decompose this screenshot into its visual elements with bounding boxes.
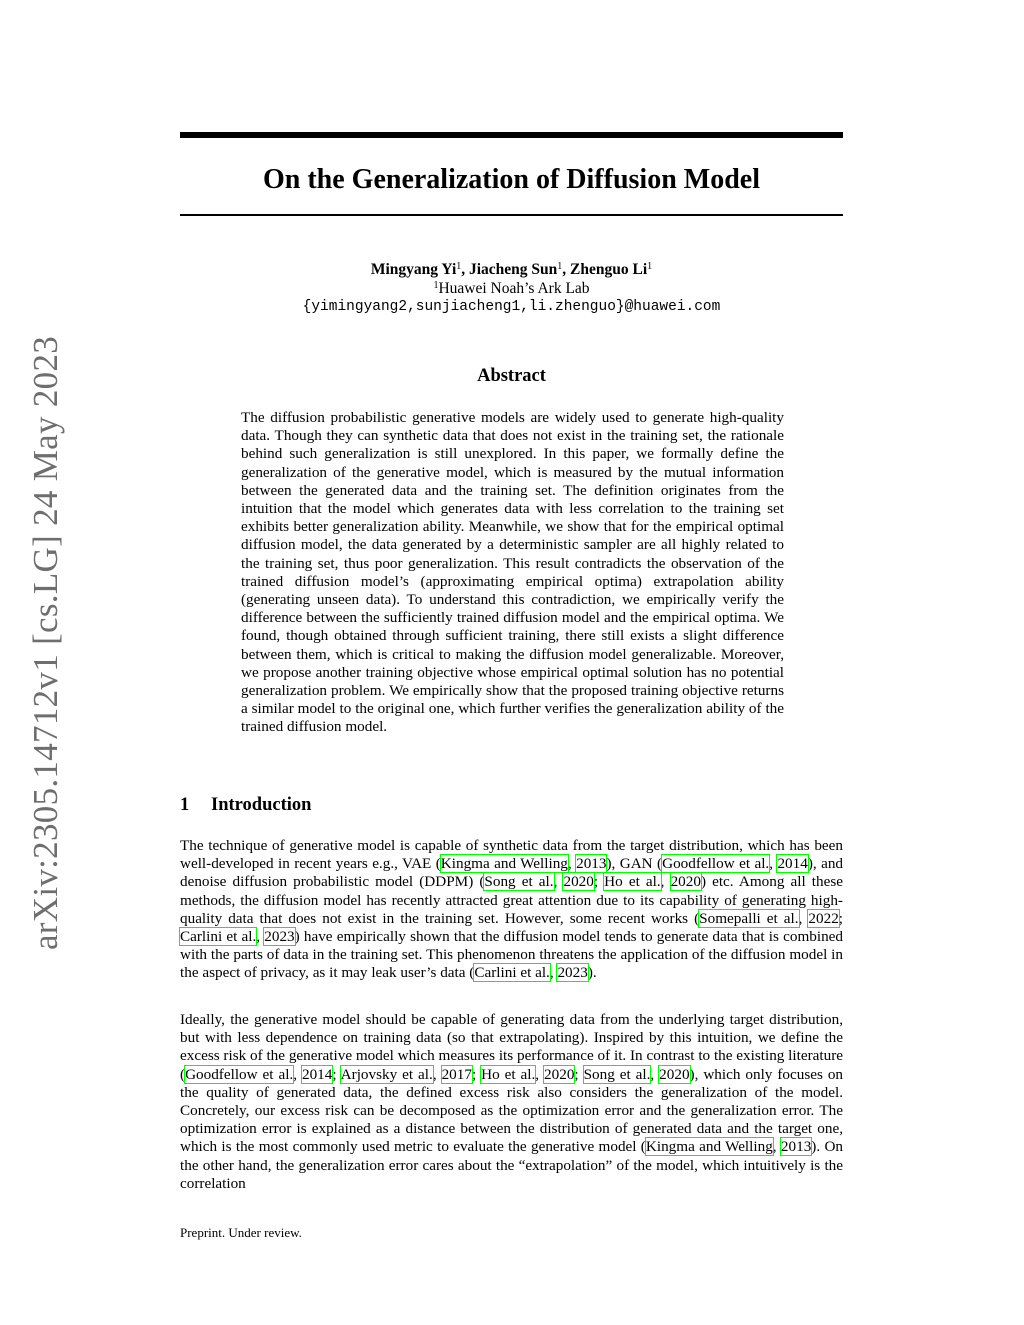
citation-link[interactable]: Somepalli et al.	[699, 909, 799, 927]
citation-link[interactable]: Carlini et al.	[474, 964, 550, 982]
citation-link[interactable]: Goodfellow et al.	[185, 1065, 294, 1083]
author-name: Zhenguo Li	[570, 261, 648, 278]
section-heading	[180, 795, 311, 816]
citation-link[interactable]: Arjovsky et al.	[340, 1065, 433, 1083]
author-names: Mingyang Yi$^1$, Jiacheng Sun$^1$, Zhenguo Li$^1$	[370, 261, 653, 278]
affiliation-mark: 1	[647, 261, 653, 272]
citation-link[interactable]: Kingma and Welling	[645, 1138, 773, 1156]
affiliation-name: Huawei Noah’s Ark Lab	[438, 279, 590, 297]
citation-link[interactable]: 2014	[777, 855, 808, 873]
citation-link[interactable]: Song et al.	[484, 873, 554, 891]
affiliation-mark: 1	[557, 261, 563, 272]
citation-link[interactable]: 2020	[563, 873, 594, 891]
citation-link[interactable]: 2023	[557, 964, 588, 982]
citation-link[interactable]: 2013	[780, 1138, 812, 1156]
citation-link[interactable]: Ho et al.	[604, 873, 661, 891]
abstract-heading: Abstract	[477, 366, 546, 386]
abstract-text: The diffusion probabilistic generative models are widely used to generate high-quality data. Though they can synthetic data that does not exist in the training set, the rationale behind such generalization is still unexplored. In this paper, we formally define the generalization of the generative model, which is measured by the mutual information between the generated data and the training set. The definition originates from the intuition that the model which generates data with less correlation to the training set exhibits better generalization ability. Meanwhile, we show that for the empirical optimal diffusion model, the data generated by a deterministic sampler are all highly related to the training set, thus poor generalization. This result contradicts the observation of the trained diffusion model’s (approximating empirical optima) extrapolation ability (generating unseen data). To understand this contradiction, we empirically verify the difference between the sufficiently trained diffusion model and the empirical optima. We found, though obtained through sufficient training, there still exists a slight difference between them, which is critical to making the diffusion model generalizable. Moreover, we propose another training objective whose empirical optimal solution has no potential generalization problem. We empirically show that the proposed training objective returns a similar model to the original one, which further verifies the generalization ability of the trained diffusion model.	[241, 409, 784, 736]
citation-link[interactable]: 2020	[544, 1065, 575, 1083]
section-number: 1	[180, 795, 190, 815]
author-emails: {yimingyang2,sunjiacheng1,li.zhenguo}@huawei.com	[302, 299, 721, 315]
citation-link[interactable]: Ho et al.	[481, 1065, 536, 1083]
title-top-rule	[180, 132, 843, 138]
affiliation	[180, 280, 843, 299]
paper-title: On the Generalization of Diffusion Model	[263, 164, 760, 195]
citation-link[interactable]: 2013	[576, 855, 607, 873]
footer-note: Preprint. Under review.	[180, 1225, 302, 1240]
citation-link[interactable]: 2017	[441, 1065, 472, 1083]
citation-link[interactable]: Carlini et al.	[180, 928, 257, 946]
citation-link[interactable]: Kingma and Welling	[440, 855, 568, 873]
author-name: Jiacheng Sun	[469, 261, 558, 278]
citation-link[interactable]: 2020	[659, 1065, 690, 1083]
citation-link[interactable]: 2014	[301, 1065, 333, 1083]
intro-paragraph-1: The technique of generative model is capable of synthetic data from the target distribution, which has been well-developed in recent years e.g., VAE (Kingma and Welling, 2013), GAN (Goodfellow et al., 2014), and denoise diffusion probabilistic model (DDPM) (Song et al., 2020; Ho et al., 2020) etc. Among all these methods, the diffusion model has recently attracted great attention due to its capability of generating high-quality data that does not exist in the training set. However, some recent works (Somepalli et al., 2022; Carlini et al., 2023) have empirically shown that the diffusion model tends to generate data that is combined with the parts of data in the training set. This phenomenon threatens the application of the diffusion model in the aspect of privacy, as it may leak user’s data (Carlini et al., 2023).	[180, 837, 844, 982]
citation-link[interactable]: 2023	[264, 928, 295, 946]
author-block	[180, 261, 843, 317]
arxiv-identifier-stamp: arXiv:2305.14712v1 [cs.LG] 24 May 2023	[26, 335, 65, 951]
citation-link[interactable]: Song et al.	[583, 1065, 651, 1083]
citation-link[interactable]: Goodfellow et al.	[662, 855, 770, 873]
section-title: Introduction	[211, 795, 312, 815]
affiliation-mark: 1	[433, 279, 439, 291]
affiliation-mark: 1	[456, 261, 462, 272]
title-bottom-rule	[180, 214, 843, 216]
author-name: Mingyang Yi	[370, 261, 457, 278]
intro-paragraph-2: Ideally, the generative model should be capable of generating data from the underlying target distribution, but with less dependence on training data (so that extrapolating). Inspired by this intuition, we define the excess risk of the generative model which measures its performance of it. In contrast to the existing literature (Goodfellow et al., 2014; Arjovsky et al., 2017; Ho et al., 2020; Song et al., 2020), which only focuses on the quality of generated data, the defined excess risk also considers the generalization of the model. Concretely, our excess risk can be decomposed as the optimization error and the generalization error. The optimization error is explained as a distance between the distribution of generated data and the target one, which is the most commonly used metric to evaluate the generative model (Kingma and Welling, 2013). On the other hand, the generalization error cares about the “extrapolation” of the model, which intuitively is the correlation	[180, 1011, 844, 1192]
citation-link[interactable]: 2022	[808, 909, 839, 927]
citation-link[interactable]: 2020	[670, 873, 701, 891]
